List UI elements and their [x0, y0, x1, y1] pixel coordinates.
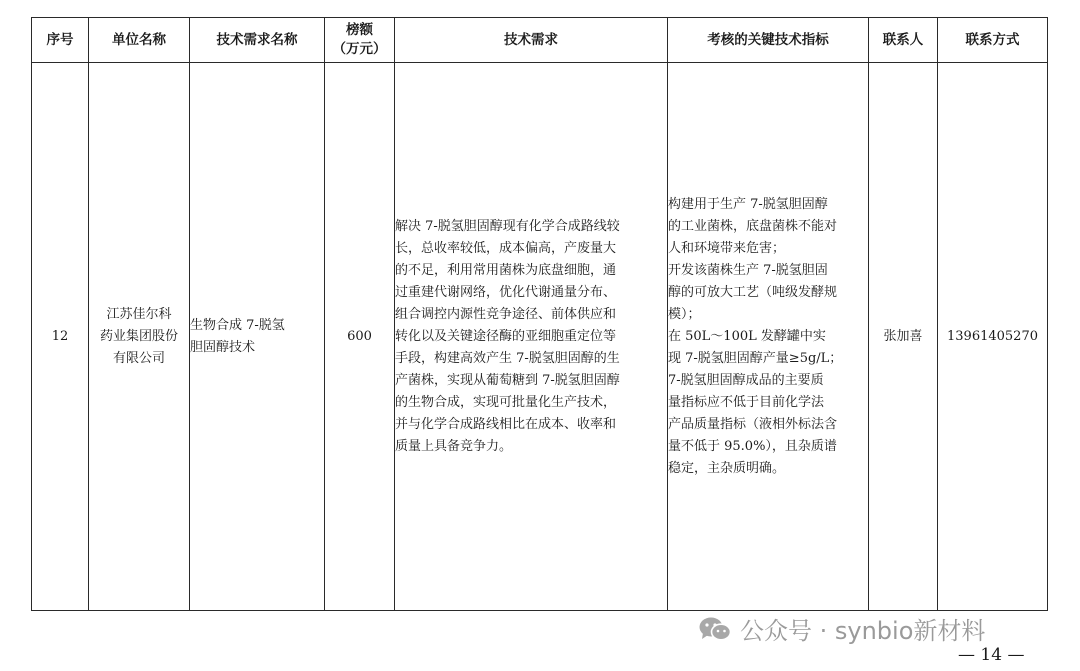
demand-line: 的不足，利用常用菌株为底盘细胞，通 [395, 262, 617, 278]
cell-unit [89, 63, 190, 611]
cell-amount: 600 [325, 63, 395, 611]
demand-name-line: 生物合成 7-脱氢 [190, 317, 285, 333]
indicator-line: 现 7-脱氢胆固醇产量≥5g/L； [668, 350, 843, 366]
cell-indicators [668, 63, 869, 611]
indicator-line: 模）； [668, 306, 701, 322]
watermark [698, 611, 985, 646]
page-number: — 14 — [958, 645, 1025, 665]
indicator-line: 稳定，主杂质明确。 [668, 460, 786, 476]
cell-demand [395, 63, 668, 611]
demand-line: 并与化学合成路线相比在成本、收率和 [395, 416, 617, 432]
indicator-line: 量不低于 95.0%），且杂质谱 [668, 438, 837, 454]
demand-line: 手段，构建高效产生 7-脱氢胆固醇的生 [395, 350, 620, 366]
indicator-line: 在 50L～100L 发酵罐中实 [668, 328, 826, 344]
demand-line: 解决 7-脱氢胆固醇现有化学合成路线较 [395, 218, 620, 234]
demand-line: 转化以及关键途径酶的亚细胞重定位等 [395, 328, 617, 344]
header-demand: 技术需求 [395, 18, 668, 63]
header-index: 序号 [32, 18, 89, 63]
indicator-line: 产品质量指标（液相外标法含 [668, 416, 838, 432]
header-demand-name: 技术需求名称 [190, 18, 325, 63]
header-contact: 联系人 [869, 18, 938, 63]
header-unit: 单位名称 [89, 18, 190, 63]
indicator-line: 7-脱氢胆固醇成品的主要质 [668, 372, 824, 388]
demand-line: 长，总收率较低，成本偏高，产废量大 [395, 240, 617, 256]
demand-line: 产菌株，实现从葡萄糖到 7-脱氢胆固醇 [395, 372, 620, 388]
indicator-line: 人和环境带来危害； [668, 240, 786, 256]
indicator-line: 量指标应不低于目前化学法 [668, 394, 825, 410]
cell-phone: 13961405270 [938, 63, 1048, 611]
table-row [32, 63, 1048, 611]
unit-line: 有限公司 [112, 350, 165, 366]
demand-line: 质量上具备竞争力。 [395, 438, 513, 454]
header-amount [325, 18, 395, 63]
demand-line: 的生物合成，实现可批量化生产技术， [395, 394, 617, 410]
unit-line: 江苏佳尔科 [106, 306, 172, 322]
cell-demand-name [190, 63, 325, 611]
indicator-line: 构建用于生产 7-脱氢胆固醇 [668, 196, 828, 212]
cell-index: 12 [32, 63, 89, 611]
indicator-line: 开发该菌株生产 7-脱氢胆固 [668, 262, 828, 278]
header-phone: 联系方式 [938, 18, 1048, 63]
wechat-icon [698, 616, 732, 642]
header-row [32, 18, 1048, 63]
watermark-text: 公众号 · synbio新材料 [740, 617, 986, 645]
header-amount-line2: （万元） [332, 41, 387, 57]
requirements-table [31, 17, 1048, 611]
header-amount-line1: 榜额 [346, 22, 373, 38]
indicator-line: 醇的可放大工艺（吨级发酵规 [668, 284, 838, 300]
cell-contact: 张加喜 [869, 63, 938, 611]
demand-line: 过重建代谢网络，优化代谢通量分布、 [395, 284, 617, 300]
demand-line: 组合调控内源性竞争途径、前体供应和 [395, 306, 617, 322]
indicator-line: 的工业菌株，底盘菌株不能对 [668, 218, 838, 234]
header-indicators: 考核的关键技术指标 [668, 18, 869, 63]
demand-name-line: 胆固醇技术 [190, 339, 256, 355]
unit-line: 药业集团股份 [99, 328, 178, 344]
